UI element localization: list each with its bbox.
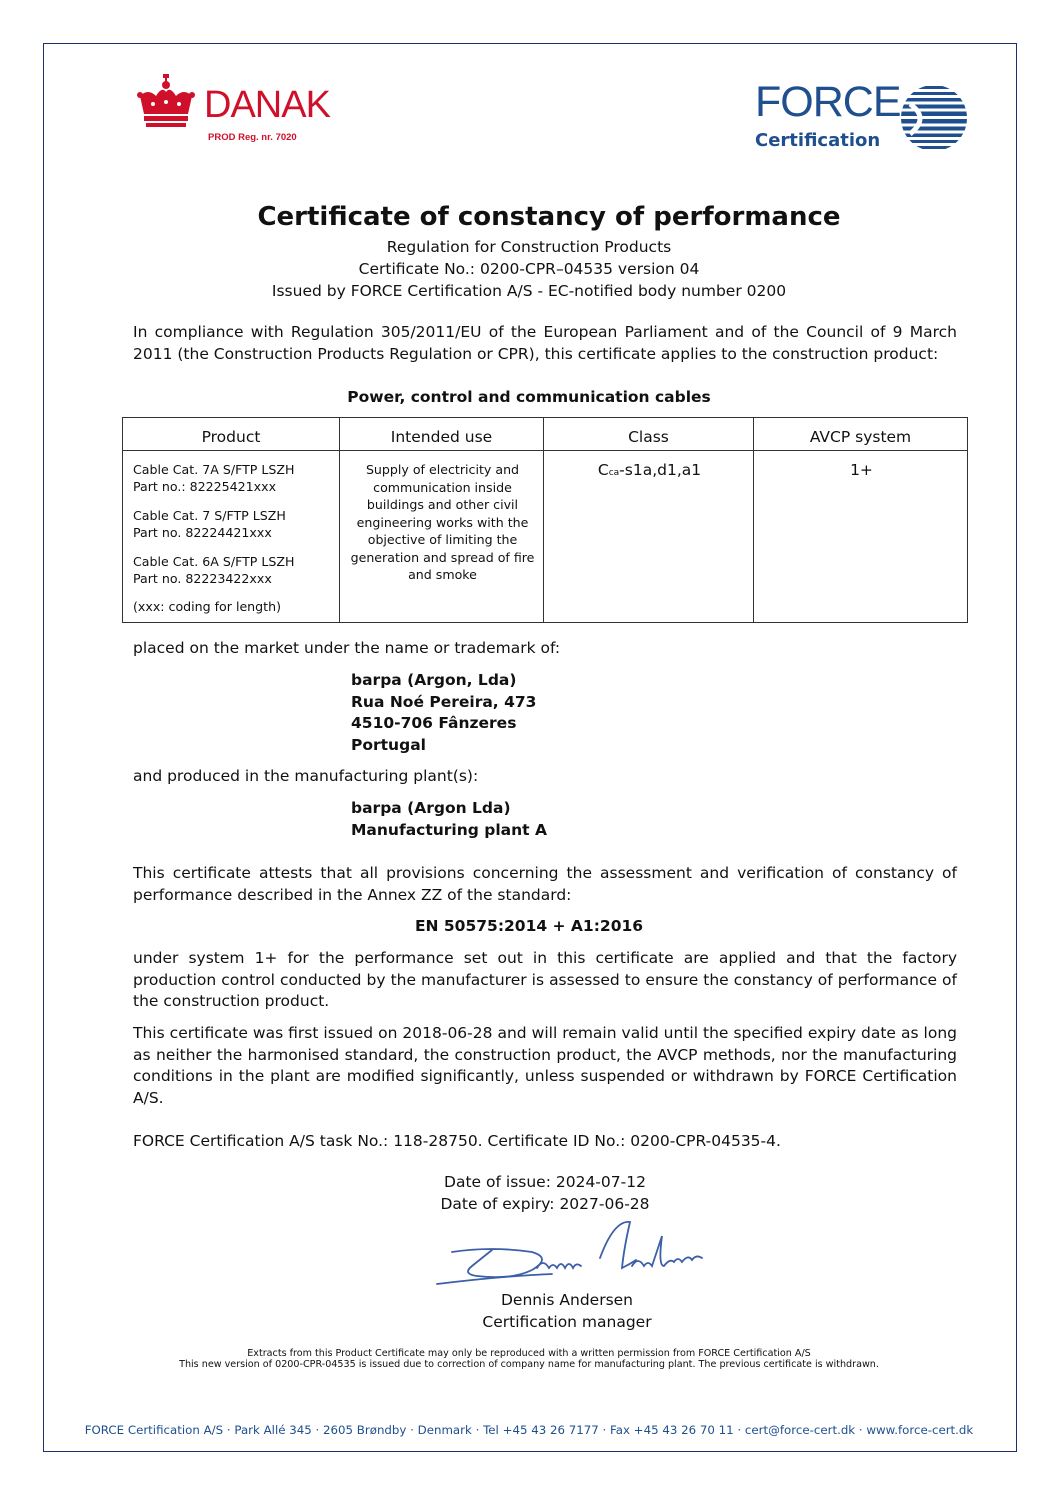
signature	[432, 1218, 742, 1290]
issuer-line: Issued by FORCE Certification A/S - EC-notified body number 0200	[271, 282, 787, 300]
force-logo	[752, 80, 972, 155]
product-name: Cable Cat. 7 S/FTP LSZH	[133, 508, 286, 523]
product-name: Cable Cat. 6A S/FTP LSZH	[133, 554, 295, 569]
signatory-role: Certification manager	[482, 1313, 652, 1331]
column-header: Class	[544, 418, 754, 451]
certificate-number: Certificate No.: 0200-CPR–04535 version 04	[358, 260, 700, 278]
system-paragraph: under system 1+ for the performance set out in this certificate are applied and that the factory production control conducted by the manufacturer is assessed to ensure the constancy of performance of the construction product.	[133, 949, 957, 1010]
list-item	[133, 461, 331, 495]
force-subtitle: Certification	[755, 130, 881, 151]
column-header: Product	[123, 418, 340, 451]
trademark-intro: placed on the market under the name or trademark of:	[133, 639, 561, 657]
regulation-line: Regulation for Construction Products	[386, 238, 672, 256]
intro-paragraph: In compliance with Regulation 305/2011/EU of the European Parliament and of the Council of 9 March 2011 (the Construction Products Regulation or CPR), this certificate applies to the construction product:	[133, 323, 957, 363]
address-line: 4510-706 Fânzeres	[351, 714, 517, 732]
table-row	[123, 451, 968, 623]
product-table	[122, 417, 968, 623]
crown-icon	[136, 74, 196, 130]
product-part: Part no.: 82225421xxx	[133, 479, 277, 494]
avcp-cell: 1+	[754, 451, 968, 623]
class-subscript: ca	[608, 468, 620, 478]
task-line: FORCE Certification A/S task No.: 118-28750. Certificate ID No.: 0200-CPR-04535-4.	[133, 1132, 781, 1150]
danak-reg-number: PROD Reg. nr. 7020	[208, 132, 297, 143]
fine-print-1: Extracts from this Product Certificate may only be reproduced with a written permission from FORCE Certification A/S	[247, 1348, 811, 1359]
page-title: Certificate of constancy of performance	[257, 202, 841, 232]
force-wordmark: FORCE	[755, 78, 901, 126]
standard-reference: EN 50575:2014 + A1:2016	[414, 917, 644, 935]
address-line: Rua Noé Pereira, 473	[351, 692, 537, 711]
danak-wordmark: DANAK	[204, 84, 330, 126]
product-part: Part no. 82224421xxx	[133, 525, 272, 540]
column-header: AVCP system	[754, 418, 968, 451]
plant-line: Manufacturing plant A	[351, 820, 547, 839]
plant-intro: and produced in the manufacturing plant(s):	[133, 767, 479, 785]
table-header-row	[123, 418, 968, 451]
date-of-expiry: Date of expiry: 2027-06-28	[440, 1195, 650, 1213]
globe-icon	[900, 84, 968, 152]
date-of-issue: Date of issue: 2024-07-12	[444, 1173, 646, 1191]
footer-contact: FORCE Certification A/S · Park Allé 345 · 2605 Brøndby · Denmark · Tel +45 43 26 7177 · Fax +45 43 26 70 11 · cert@force-cert.dk · www.force-cert.dk	[84, 1423, 974, 1437]
plant-line: barpa (Argon Lda)	[351, 799, 511, 817]
class-rest: -s1a,d1,a1	[619, 461, 702, 479]
product-cell	[123, 451, 340, 623]
trademark-address	[351, 670, 536, 756]
product-heading: Power, control and communication cables	[347, 388, 711, 406]
fine-print-2: This new version of 0200-CPR-04535 is issued due to correction of company name for manufacturing plant. The previous certificate is withdrawn.	[179, 1359, 879, 1370]
signature-text: Dennis Andersen	[432, 1218, 441, 1219]
product-name: Cable Cat. 7A S/FTP LSZH	[133, 462, 295, 477]
intended-use-cell: Supply of electricity and communication inside buildings and other civil engineering works with the objective of limiting the generation and spread of fire and smoke	[340, 451, 544, 623]
product-part: Part no. 82223422xxx	[133, 571, 272, 586]
plant-address	[351, 798, 547, 841]
signatory-name: Dennis Andersen	[500, 1291, 634, 1309]
class-cell	[544, 451, 754, 623]
danak-logo	[136, 74, 351, 146]
attest-paragraph: This certificate attests that all provisions concerning the assessment and verification of constancy of performance described in the Annex ZZ of the standard:	[133, 864, 957, 904]
address-line: barpa (Argon, Lda)	[351, 671, 517, 689]
class-main: C	[597, 461, 609, 479]
list-item	[133, 553, 331, 587]
column-header: Intended use	[340, 418, 544, 451]
list-item	[133, 507, 331, 541]
validity-paragraph: This certificate was first issued on 2018-06-28 and will remain valid until the specified expiry date as long as neither the harmonised standard, the construction product, the AVCP methods, nor the manufacturing conditions in the plant are modified significantly, unless suspended or withdrawn by FORCE Certification A/S.	[133, 1024, 957, 1107]
address-line: Portugal	[351, 735, 426, 754]
coding-note: (xxx: coding for length)	[133, 599, 281, 614]
